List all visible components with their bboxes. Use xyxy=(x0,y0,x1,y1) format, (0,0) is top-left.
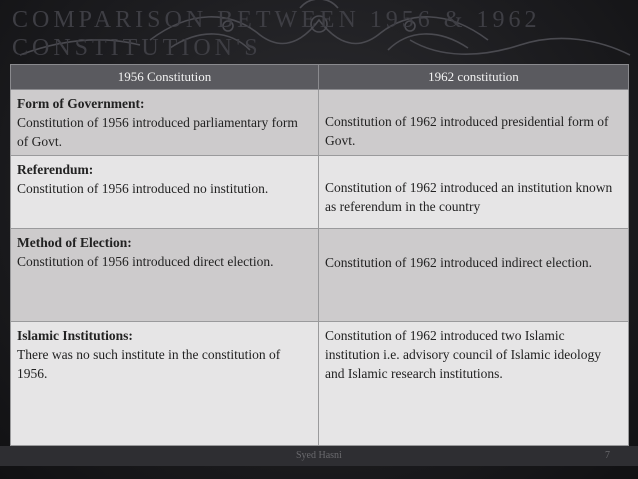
cell-text: Constitution of 1956 introduced no institution. xyxy=(17,181,269,196)
row-heading: Islamic Institutions: xyxy=(17,328,133,343)
footer-author: Syed Hasni xyxy=(296,450,342,461)
cell-text: Constitution of 1962 introduced indirect election. xyxy=(325,255,592,270)
cell-text: Constitution of 1962 introduced two Islamic institution i.e. advisory council of Islamic ideology and Islamic research institutions. xyxy=(325,328,601,381)
column-header-1962: 1962 constitution xyxy=(319,65,629,90)
cell-text: Constitution of 1962 introduced presidential form of Govt. xyxy=(325,114,609,148)
row-heading: Referendum: xyxy=(17,162,94,177)
table-cell-1956 xyxy=(11,322,319,446)
table-row xyxy=(11,156,629,229)
page-number: 7 xyxy=(605,450,610,461)
table-cell-1956 xyxy=(11,90,319,156)
cell-text: There was no such institute in the constitution of 1956. xyxy=(17,347,281,381)
table-row xyxy=(11,229,629,322)
comparison-table-container xyxy=(10,64,628,446)
cell-text: Constitution of 1962 introduced an institution known as referendum in the country xyxy=(325,180,613,214)
cell-text: Constitution of 1956 introduced parliamentary form of Govt. xyxy=(17,115,298,149)
comparison-table xyxy=(10,64,629,446)
table-cell-1962 xyxy=(319,229,629,322)
column-header-1956: 1956 Constitution xyxy=(11,65,319,90)
row-heading: Form of Government: xyxy=(17,96,145,111)
table-row xyxy=(11,322,629,446)
table-cell-1962 xyxy=(319,90,629,156)
cell-text: Constitution of 1956 introduced direct election. xyxy=(17,254,274,269)
table-cell-1956 xyxy=(11,229,319,322)
table-row xyxy=(11,90,629,156)
table-cell-1962 xyxy=(319,156,629,229)
row-heading: Method of Election: xyxy=(17,235,132,250)
table-header-row xyxy=(11,65,629,90)
table-cell-1962 xyxy=(319,322,629,446)
slide-title: COMPARISON BETWEEN 1956 & 1962 CONSTITUTION'S xyxy=(12,7,541,61)
table-cell-1956 xyxy=(11,156,319,229)
